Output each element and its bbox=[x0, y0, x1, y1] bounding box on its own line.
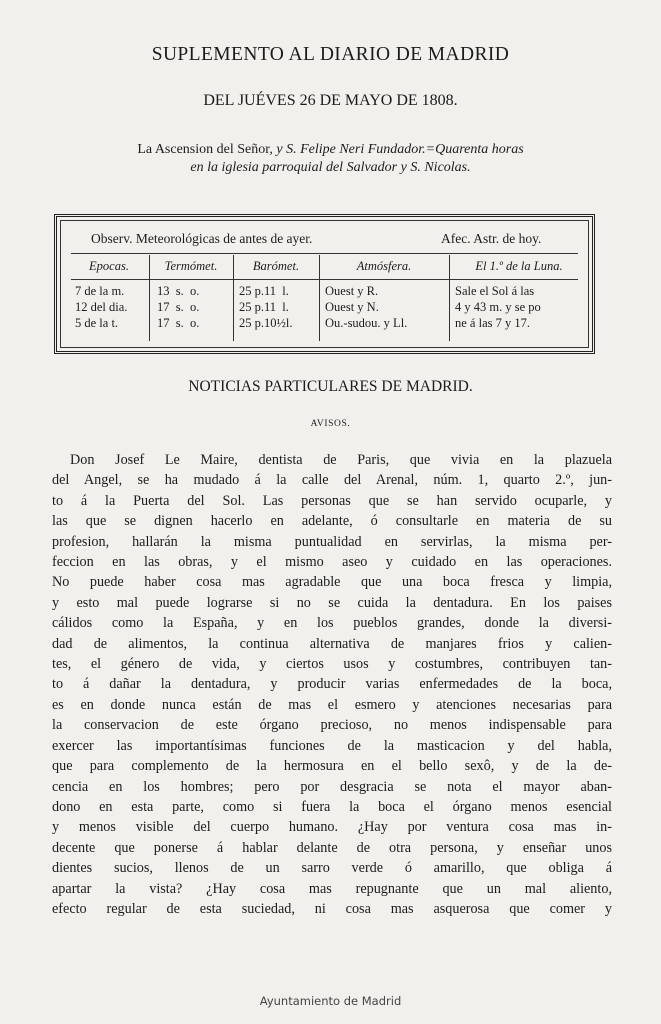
epoca-cell: 12 del dia. bbox=[75, 300, 128, 314]
table-divider bbox=[71, 279, 578, 280]
column-header-atmosfera: Atmósfera. bbox=[356, 259, 412, 273]
feast-notice bbox=[40, 141, 621, 177]
article-line: Don Josef Le Maire, dentista de Paris, que vivia en la plazuela bbox=[70, 452, 612, 468]
article-line: cálidos como la España, y en los pueblos grandes, donde la diversi- bbox=[52, 615, 612, 632]
astro-line: Sale el Sol á las bbox=[455, 284, 535, 298]
meteorology-heading: Observ. Meteorológicas de antes de ayer. bbox=[91, 231, 313, 246]
column-header-epocas: Epocas. bbox=[89, 259, 129, 273]
barometro-cell: 25 p.11 l. bbox=[239, 284, 289, 298]
page-title: SUPLEMENTO AL DIARIO DE MADRID bbox=[151, 44, 510, 65]
article-line: que para complemento de la hermosura en el bello sexô, y de la de- bbox=[52, 758, 612, 775]
barometro-cell: 25 p.11 l. bbox=[239, 300, 289, 314]
section-subtitle: AVISOS. bbox=[310, 419, 351, 429]
article-line: es en donde nunca están de mas el esmero y atenciones necesarias para bbox=[52, 696, 612, 713]
article-line: cencia en los hombres; pero por desgracia se nota el mayor aban- bbox=[52, 778, 612, 795]
column-divider bbox=[149, 255, 150, 341]
termometro-cell: 17 s. o. bbox=[157, 300, 200, 314]
section-title: NOTICIAS PARTICULARES DE MADRID. bbox=[188, 378, 473, 395]
article-line: apartar la vista? ¿Hay cosa mas repugnante que un mal aliento, bbox=[52, 880, 612, 897]
atmosfera-cell: Ouest y N. bbox=[325, 300, 379, 314]
epoca-cell: 5 de la t. bbox=[75, 316, 119, 330]
issue-date: DEL JUÉVES 26 DE MAYO DE 1808. bbox=[203, 92, 458, 109]
feast-line-1b: y S. Felipe Neri Fundador.=Quarenta horas bbox=[276, 142, 524, 157]
article-line: No puede haber cosa mas agradable que una boca fresca y limpia, bbox=[52, 574, 612, 591]
column-header-barometro: Barómet. bbox=[252, 259, 300, 273]
feast-line-1a: La Ascension del Señor, bbox=[137, 142, 277, 157]
article-line: la conservacion de este órgano precioso, no menos indispensable para bbox=[52, 717, 612, 734]
article-line: y esto mal puede lograrse si no se cuida la dentadura. En los paises bbox=[52, 594, 612, 611]
article-line: to á dañar la dentadura, y producir varias enfermedades de la boca, bbox=[52, 676, 612, 693]
barometro-cell: 25 p.10½l. bbox=[239, 316, 293, 330]
article-line: profesion, hallarán la misma puntualidad en servirlas, la misma per- bbox=[52, 533, 612, 550]
astro-line: ne á las 7 y 17. bbox=[455, 316, 530, 330]
column-divider bbox=[319, 255, 320, 341]
article-line: feccion en las obras, y el mismo aseo y cuidado en las operaciones. bbox=[52, 554, 612, 571]
article-line: efecto regular de esta suciedad, ni cosa mas asquerosa que comer y bbox=[52, 900, 612, 917]
article-line: decente que ponerse á hablar delante de otra persona, y enseñar unos bbox=[52, 839, 612, 856]
column-divider bbox=[449, 255, 450, 341]
footer-credit: Ayuntamiento de Madrid bbox=[259, 994, 402, 1008]
column-header-termometro: Termómet. bbox=[164, 259, 218, 273]
termometro-cell: 13 s. o. bbox=[157, 284, 200, 298]
article-line: las que se dignen hacerlo en adelante, ó consultarle en materia de su bbox=[52, 513, 612, 530]
atmosfera-cell: Ouest y R. bbox=[325, 284, 379, 298]
article-line: to á la Puerta del Sol. Las personas que se han servido ocuparle, y bbox=[52, 492, 612, 509]
astro-line: 4 y 43 m. y se po bbox=[455, 300, 541, 314]
article-line: tes, el género de vida, y ciertos usos y costumbres, contribuyen tan- bbox=[52, 656, 612, 673]
atmosfera-cell: Ou.-sudou. y Ll. bbox=[325, 316, 408, 330]
column-header-luna: El 1.º de la Luna. bbox=[475, 259, 563, 273]
meteorological-table-inner bbox=[60, 220, 589, 348]
column-divider bbox=[233, 255, 234, 341]
meteorological-table bbox=[54, 214, 595, 354]
article-body bbox=[52, 450, 612, 919]
article-line: del Angel, se ha mudado á la calle del Arenal, núm. 1, quarto 2.º, jun- bbox=[52, 472, 612, 489]
article-line: dad de alimentos, la continua alternativa de manjares frios y calien- bbox=[52, 635, 612, 652]
feast-line-2: en la iglesia parroquial del Salvador y S. Nicolas. bbox=[190, 160, 471, 175]
article-line: dono en esta parte, como si fuera la boca el órgano menos esencial bbox=[52, 798, 612, 815]
epoca-cell: 7 de la m. bbox=[75, 284, 125, 298]
article-line: exercer las importantísimas funciones de la masticacion y del habla, bbox=[52, 737, 612, 754]
article-line: y menos visible del cuerpo humano. ¿Hay por ventura cosa mas in- bbox=[52, 819, 612, 836]
table-divider bbox=[71, 253, 578, 254]
termometro-cell: 17 s. o. bbox=[157, 316, 200, 330]
astronomy-heading: Afec. Astr. de hoy. bbox=[441, 231, 542, 246]
article-line: dientes sucios, llenos de un sarro verde ó amarillo, que obliga á bbox=[52, 860, 612, 877]
